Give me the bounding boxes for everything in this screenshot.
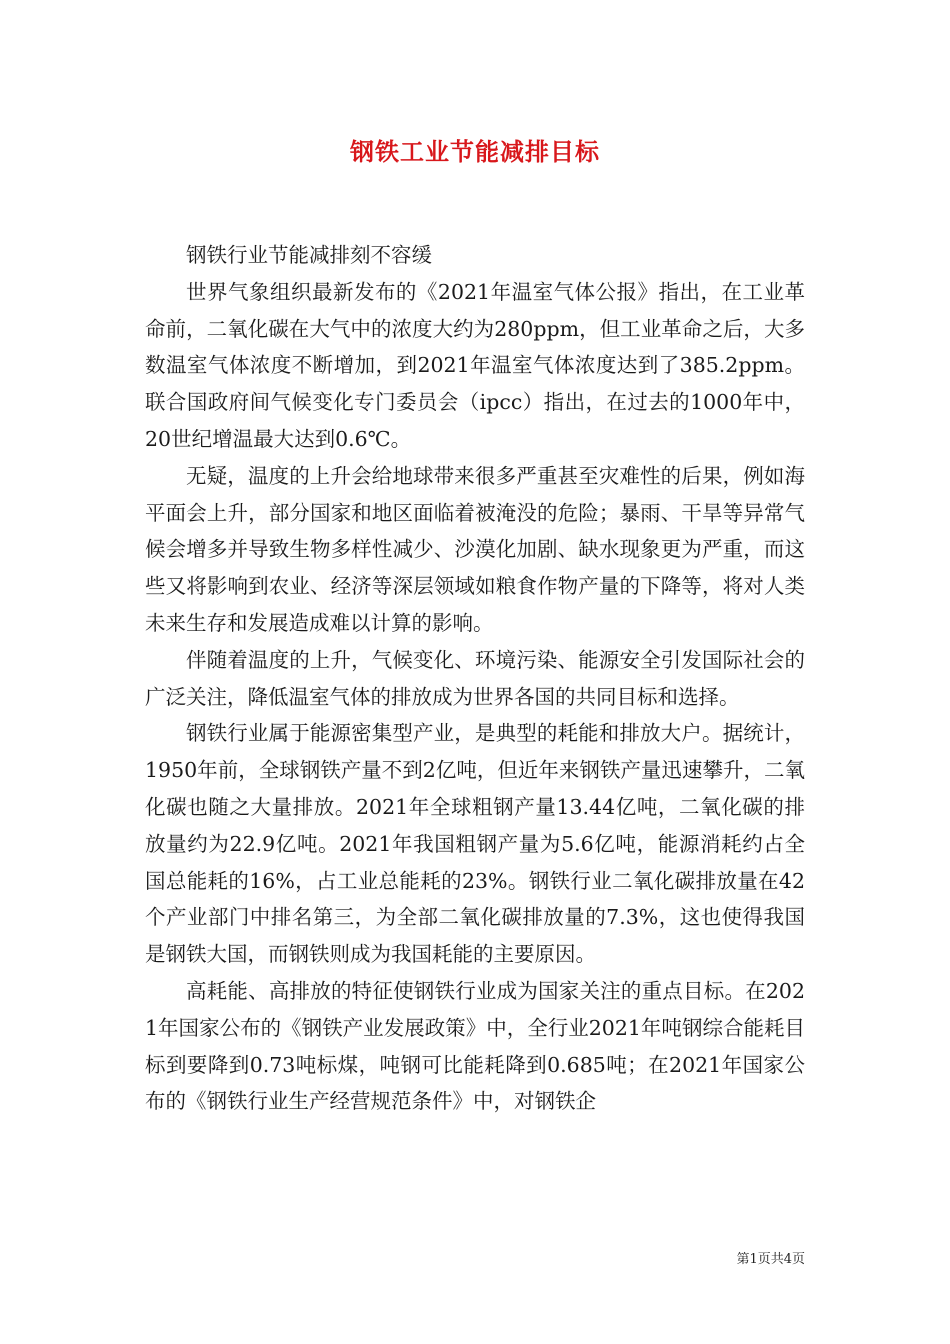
paragraph: 高耗能、高排放的特征使钢铁行业成为国家关注的重点目标。在2021年国家公布的《钢铁产业发展政策》中，全行业2021年吨钢综合能耗目标到要降到0.73吨标煤，吨钢可比能耗降到0.685吨；在2021年国家公布的《钢铁行业生产经营规范条件》中，对钢铁企 (145, 978, 805, 1114)
document-title: 钢铁工业节能减排目标 (350, 137, 600, 166)
paragraph: 钢铁行业属于能源密集型产业，是典型的耗能和排放大户。据统计，1950年前，全球钢铁产量不到2亿吨，但近年来钢铁产量迅速攀升，二氧化碳也随之大量排放。2021年全球粗钢产量13.44亿吨，二氧化碳的排放量约为22.9亿吨。2021年我国粗钢产量为5.6亿吨，能源消耗约占全国总能耗的16%，占工业总能耗的23%。钢铁行业二氧化碳排放量在42个产业部门中排名第三，为全部二氧化碳排放量的7.3%，这也使得我国是钢铁大国，而钢铁则成为我国耗能的主要原因。 (145, 721, 805, 967)
page-number: 第1页共4页 (736, 1252, 805, 1267)
document-body (145, 237, 805, 1120)
paragraph: 无疑，温度的上升会给地球带来很多严重甚至灾难性的后果，例如海平面会上升，部分国家和地区面临着被淹没的危险；暴雨、干旱等异常气候会增多并导致生物多样性减少、沙漠化加剧、缺水现象更为严重，而这些又将影响到农业、经济等深层领域如粮食作物产量的下降等，将对人类未来生存和发展造成难以计算的影响。 (145, 463, 805, 635)
paragraph: 伴随着温度的上升，气候变化、环境污染、能源安全引发国际社会的广泛关注，降低温室气体的排放成为世界各国的共同目标和选择。 (145, 647, 805, 709)
paragraph: 世界气象组织最新发布的《2021年温室气体公报》指出，在工业革命前，二氧化碳在大气中的浓度大约为280ppm，但工业革命之后，大多数温室气体浓度不断增加，到2021年温室气体浓度达到了385.2ppm。联合国政府间气候变化专门委员会（ipcc）指出，在过去的1000年中，20世纪增温最大达到0.6℃。 (145, 279, 805, 451)
subheading: 钢铁行业节能减排刻不容缓 (186, 243, 432, 267)
